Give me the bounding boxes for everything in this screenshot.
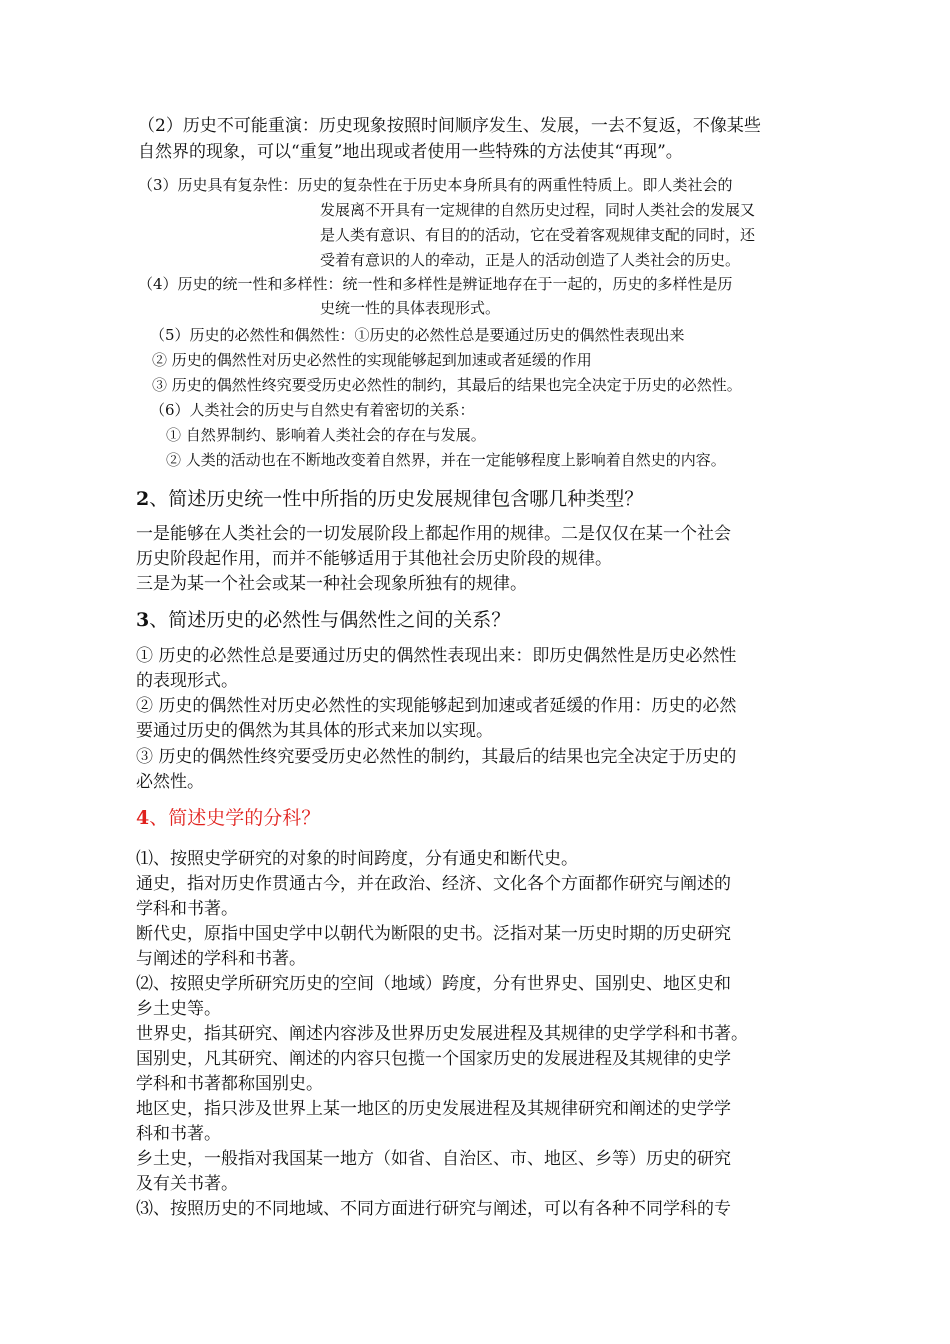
p3-line-3: 是人类有意识、有目的的活动，它在受着客观规律支配的同时，还	[320, 226, 756, 244]
p3-line-2: 发展离不开具有一定规律的自然历史过程，同时人类社会的发展又	[320, 201, 756, 219]
p5-line-1: （5）历史的必然性和偶然性：①历史的必然性总是要通过历史的偶然性表现出来	[150, 326, 685, 344]
p6-line-1: （6）人类社会的历史与自然史有着密切的关系：	[150, 401, 475, 419]
q4-line-9: 国别史，凡其研究、阐述的内容只包揽一个国家历史的发展进程及其规律的史学	[136, 1049, 731, 1069]
q3-line-5: ③ 历史的偶然性终究要受历史必然性的制约，其最后的结果也完全决定于历史的	[136, 747, 737, 767]
q2-line-2: 历史阶段起作用，而并不能够适用于其他社会历史阶段的规律。	[136, 549, 612, 569]
q3-title: 、简述历史的必然性与偶然性之间的关系？	[149, 609, 511, 631]
q4-line-2: 通史，指对历史作贯通古今，并在政治、经济、文化各个方面都作研究与阐述的	[136, 874, 731, 894]
q3-line-6: 必然性。	[136, 772, 204, 792]
q4-line-11: 地区史，指只涉及世界上某一地区的历史发展进程及其规律研究和阐述的史学学	[136, 1099, 731, 1119]
q2-heading	[136, 484, 643, 511]
p3-line-4: 受着有意识的人的牵动，正是人的活动创造了人类社会的历史。	[320, 251, 741, 269]
q4-line-5: 与阐述的学科和书著。	[136, 949, 306, 969]
q3-line-1: ① 历史的必然性总是要通过历史的偶然性表现出来：即历史偶然性是历史必然性	[136, 646, 737, 666]
q4-line-10: 学科和书著都称国别史。	[136, 1074, 323, 1094]
q4-title: 、简述史学的分科？	[149, 807, 321, 829]
q3-line-4: 要通过历史的偶然为其具体的形式来加以实现。	[136, 721, 493, 741]
q4-line-14: 及有关书著。	[136, 1174, 238, 1194]
q4-line-8: 世界史，指其研究、阐述内容涉及世界历史发展进程及其规律的史学学科和书著。	[136, 1024, 748, 1044]
p2-line-2: 自然界的现象，可以“重复”地出现或者使用一些特殊的方法使其“再现”。	[138, 142, 683, 162]
q4-line-7: 乡土史等。	[136, 999, 221, 1019]
q2-line-1: 一是能够在人类社会的一切发展阶段上都起作用的规律。二是仅仅在某一个社会	[136, 524, 731, 544]
q2-number: 2	[136, 488, 150, 510]
p5-line-3: ③ 历史的偶然性终究要受历史必然性的制约，其最后的结果也完全决定于历史的必然性。	[152, 376, 742, 394]
p5-line-2: ② 历史的偶然性对历史必然性的实现能够起到加速或者延缓的作用	[152, 351, 592, 369]
p2-line-1: （2）历史不可能重演：历史现象按照时间顺序发生、发展，一去不复返，不像某些	[138, 116, 761, 136]
q4-line-6: ⑵、按照史学所研究历史的空间（地域）跨度，分有世界史、国别史、地区史和	[136, 974, 731, 994]
q4-line-3: 学科和书著。	[136, 899, 238, 919]
q3-line-2: 的表现形式。	[136, 671, 238, 691]
p4-line-1: （4）历史的统一性和多样性：统一性和多样性是辨证地存在于一起的，历史的多样性是历	[138, 275, 733, 293]
q2-title: 、简述历史统一性中所指的历史发展规律包含哪几种类型？	[149, 488, 644, 510]
q4-line-4: 断代史，原指中国史学中以朝代为断限的史书。泛指对某一历史时期的历史研究	[136, 924, 731, 944]
p3-line-1: （3）历史具有复杂性：历史的复杂性在于历史本身所具有的两重性特质上。即人类社会的	[138, 176, 733, 194]
q4-heading	[136, 803, 320, 830]
q4-line-12: 科和书著。	[136, 1124, 221, 1144]
q3-line-3: ② 历史的偶然性对历史必然性的实现能够起到加速或者延缓的作用：历史的必然	[136, 696, 737, 716]
p6-line-3: ② 人类的活动也在不断地改变着自然界，并在一定能够程度上影响着自然史的内容。	[166, 451, 726, 469]
q3-heading	[136, 605, 510, 632]
q4-line-13: 乡土史，一般指对我国某一地方（如省、自治区、市、地区、乡等）历史的研究	[136, 1149, 731, 1169]
p4-line-2: 史统一性的具体表现形式。	[320, 299, 501, 317]
p6-line-2: ① 自然界制约、影响着人类社会的存在与发展。	[166, 426, 486, 444]
q4-line-1: ⑴、按照史学研究的对象的时间跨度，分有通史和断代史。	[136, 849, 578, 869]
q4-number: 4	[136, 807, 150, 829]
q3-number: 3	[136, 609, 150, 631]
q4-line-15: ⑶、按照历史的不同地域、不同方面进行研究与阐述，可以有各种不同学科的专	[136, 1199, 731, 1219]
q2-line-3: 三是为某一个社会或某一种社会现象所独有的规律。	[136, 574, 527, 594]
